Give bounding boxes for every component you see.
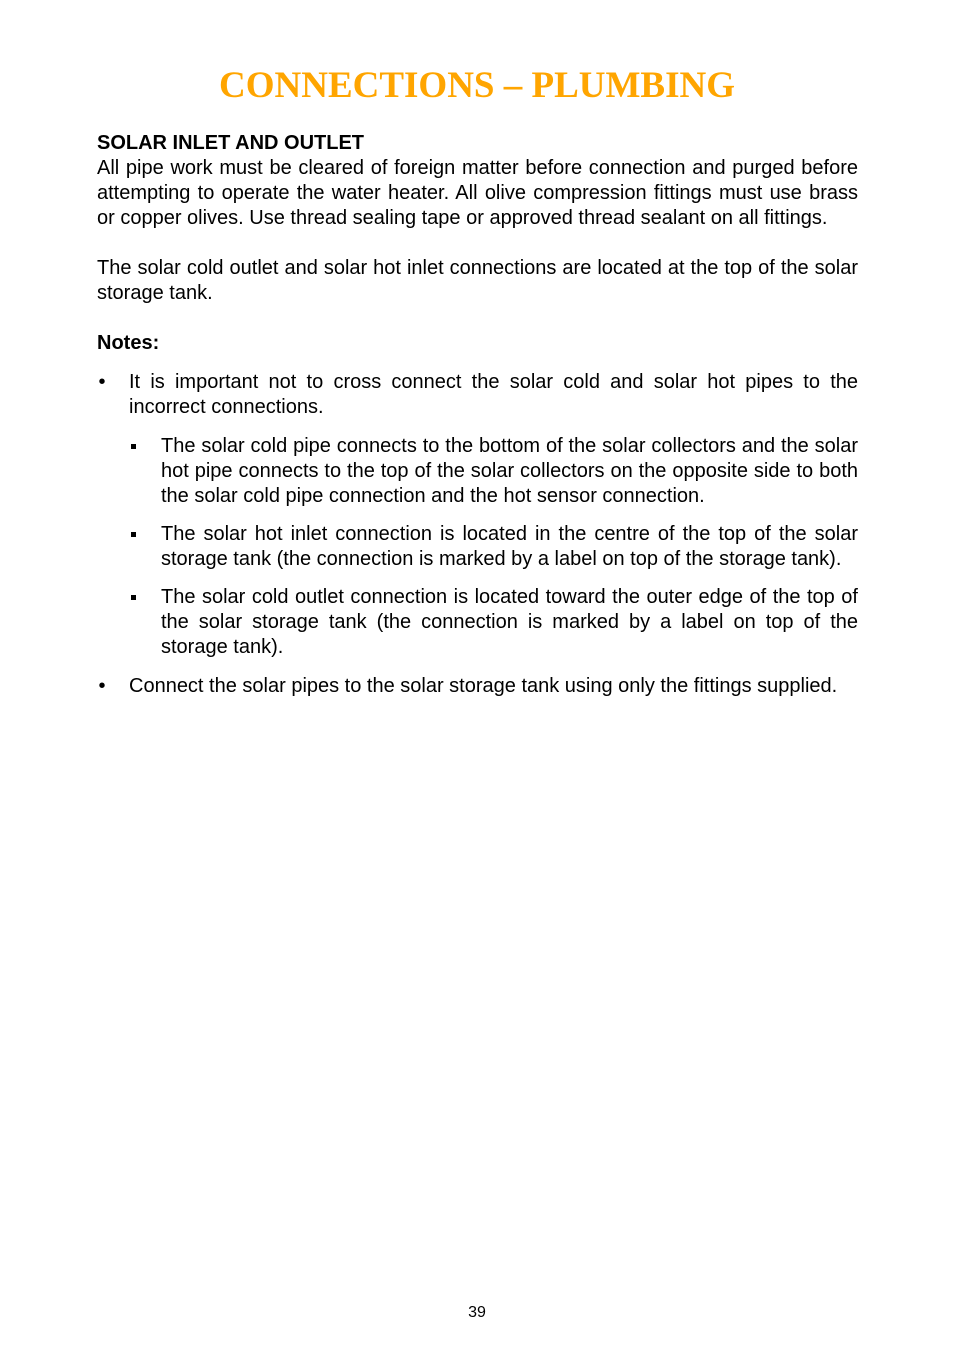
page-number: 39 — [468, 1304, 486, 1321]
main-content — [97, 131, 858, 713]
page-title: CONNECTIONS – PLUMBING — [219, 65, 735, 106]
square-bullet-icon — [131, 595, 136, 600]
sub-list-item-text: The solar hot inlet connection is located in the centre of the top of the solar storage tank (the connection is marked by a label on top of the storage tank). — [161, 523, 858, 570]
sub-list-item-text: The solar cold pipe connects to the bottom of the solar collectors and the solar hot pipe connects to the top of the solar collectors on the opposite side to both the solar cold pipe connection and the hot sensor connection. — [161, 435, 858, 507]
bullet-icon: • — [98, 675, 106, 697]
square-bullet-icon — [131, 532, 136, 537]
sub-list-item — [129, 522, 858, 572]
list-item-text: Connect the solar pipes to the solar storage tank using only the fittings supplied. — [129, 675, 838, 697]
paragraph-pipe-work: All pipe work must be cleared of foreign matter before connection and purged before attempting to operate the water heater. All olive compression fittings must use brass or copper olives. Use thread sealing tape or approved thread sealant on all fittings. — [97, 157, 858, 229]
sub-list-item — [129, 434, 858, 509]
list-item-text: It is important not to cross connect the solar cold and solar hot pipes to the incorrect connections. — [129, 371, 858, 418]
sub-list-item — [129, 585, 858, 660]
section-heading: SOLAR INLET AND OUTLET — [97, 132, 365, 154]
notes-heading: Notes: — [97, 332, 160, 354]
paragraph-connection-location: The solar cold outlet and solar hot inlet connections are located at the top of the solar storage tank. — [97, 257, 858, 304]
bullet-icon: • — [98, 371, 106, 393]
list-item — [97, 370, 858, 660]
square-bullet-icon — [131, 444, 136, 449]
sub-list-item-text: The solar cold outlet connection is located toward the outer edge of the top of the solar storage tank (the connection is marked by a label on top of the storage tank). — [161, 586, 858, 658]
list-item — [97, 674, 858, 699]
sub-notes-list — [129, 434, 858, 660]
notes-list — [97, 370, 858, 699]
